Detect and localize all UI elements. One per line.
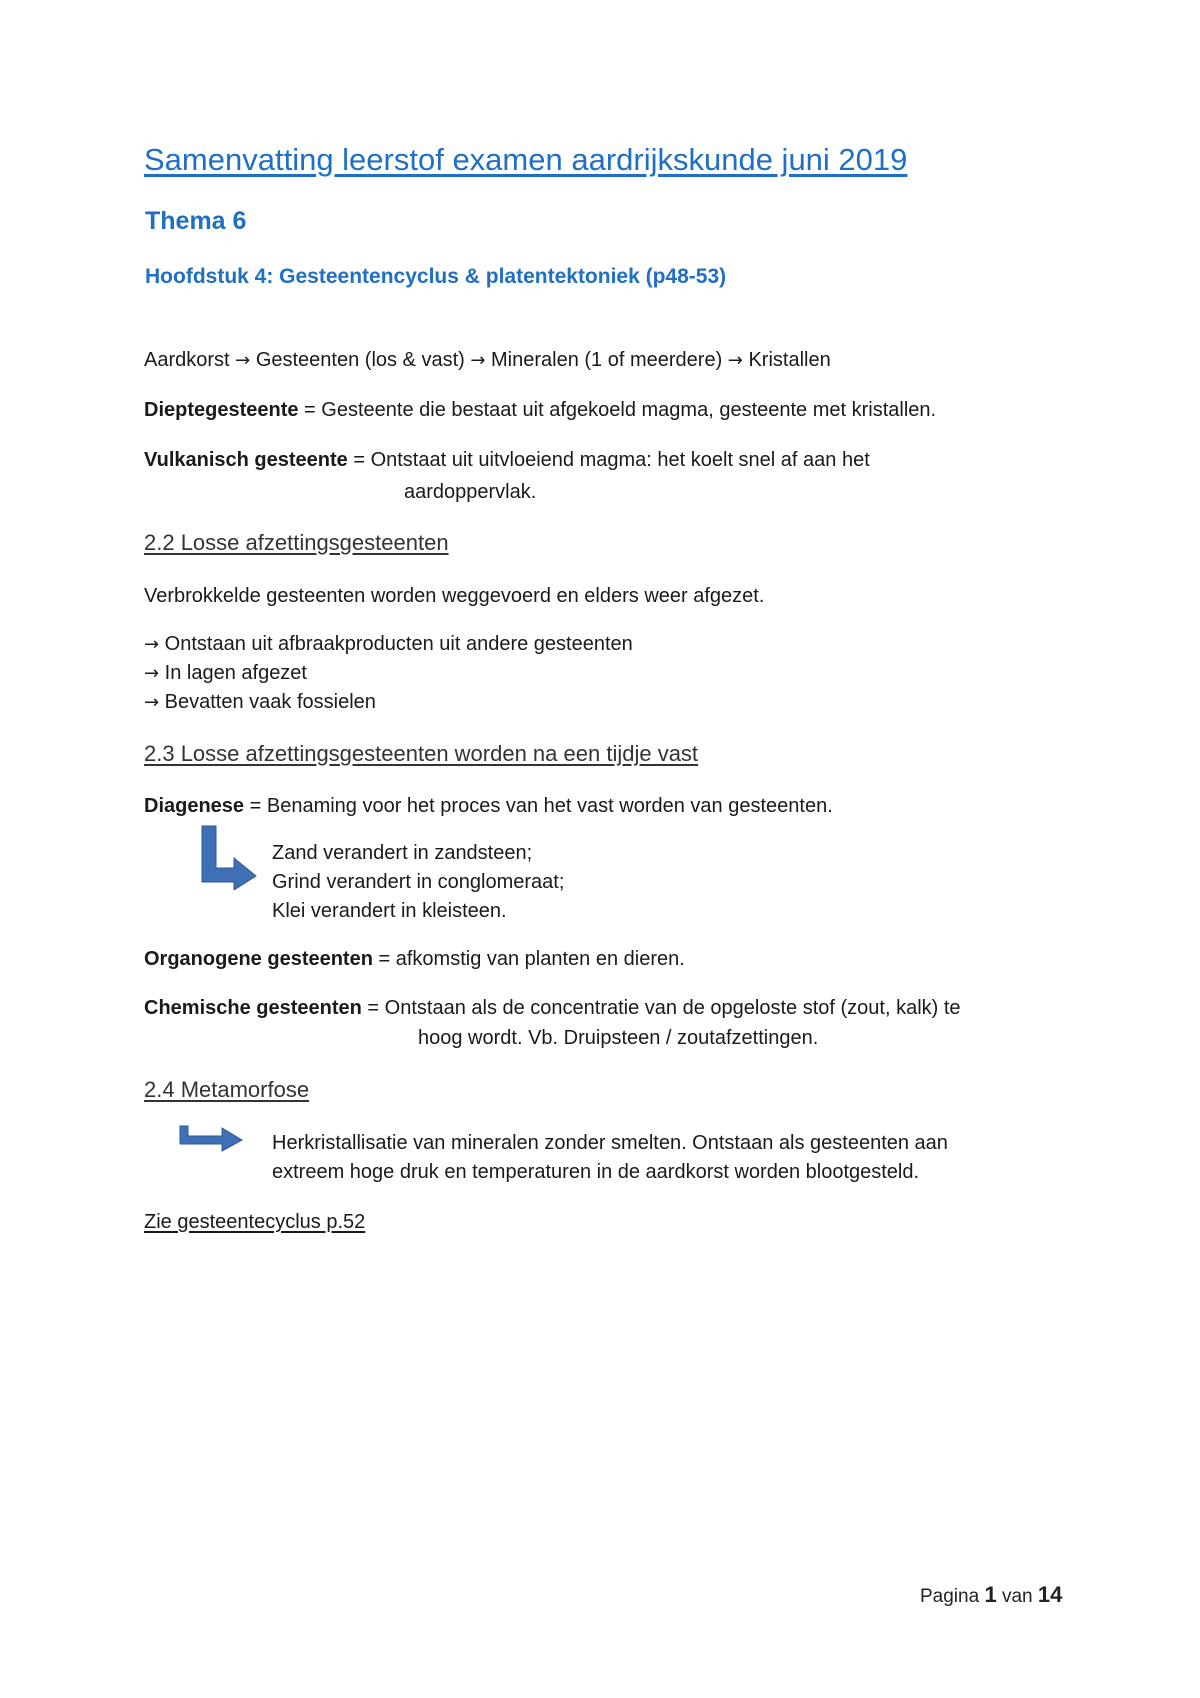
metamorfose-line: Herkristallisatie van mineralen zonder smelten. Ontstaan als gesteenten aan	[272, 1132, 948, 1154]
bullet-item	[144, 633, 633, 656]
section-heading-2-2: 2.2 Losse afzettingsgesteenten	[144, 530, 449, 555]
current-page: 1	[984, 1582, 997, 1607]
definition-text: = afkomstig van planten en dieren.	[372, 948, 685, 970]
arrow-glyph: →	[470, 350, 486, 371]
definition-dieptegesteente	[144, 399, 936, 422]
term: Chemische gesteenten	[144, 997, 362, 1019]
right-arrow-icon	[178, 1124, 244, 1152]
footer-of: van	[1001, 1586, 1033, 1607]
bullet-text: Ontstaan uit afbraakproducten uit andere gesteenten	[164, 633, 633, 655]
document-title: Samenvatting leerstof examen aardrijkskunde juni 2019	[144, 142, 908, 177]
example-line: Zand verandert in zandsteen;	[272, 842, 533, 864]
bent-arrow-icon	[196, 824, 262, 890]
definition-text: = Gesteente die bestaat uit afgekoeld magma, gesteente met kristallen.	[298, 399, 937, 421]
reference-link-text: Zie gesteentecyclus p.52	[144, 1211, 366, 1233]
term: Diagenese	[144, 795, 245, 817]
arrow-glyph: →	[727, 350, 743, 371]
definition-continuation: aardoppervlak.	[404, 481, 537, 503]
bullet-item	[144, 691, 376, 714]
definition-text: = Ontstaat uit uitvloeiend magma: het koelt snel af aan het	[347, 449, 870, 471]
term: Organogene gesteenten	[144, 948, 373, 970]
term: Dieptegesteente	[144, 399, 299, 421]
definition-organogene	[144, 948, 685, 971]
metamorfose-line: extreem hoge druk en temperaturen in de aardkorst worden blootgesteld.	[272, 1161, 920, 1183]
bullet-item	[144, 662, 307, 685]
chain-item: Mineralen (1 of meerdere)	[491, 349, 723, 371]
chapter-heading: Hoofdstuk 4: Gesteentencyclus & platentektoniek (p48-53)	[145, 265, 727, 288]
example-line: Grind verandert in conglomeraat;	[272, 871, 565, 893]
chain-item: Aardkorst	[144, 349, 230, 371]
chain-item: Gesteenten (los & vast)	[255, 349, 465, 371]
theme-heading: Thema 6	[145, 207, 247, 235]
chain-item: Kristallen	[748, 349, 831, 371]
definition-text: = Benaming voor het proces van het vast worden van gesteenten.	[244, 795, 833, 817]
term: Vulkanisch gesteente	[144, 449, 348, 471]
definition-continuation: hoog wordt. Vb. Druipsteen / zoutafzettingen.	[418, 1027, 819, 1049]
footer-label: Pagina	[920, 1586, 980, 1607]
arrow-glyph: →	[235, 350, 251, 371]
definition-vulkanisch	[144, 449, 870, 472]
bullet-text: Bevatten vaak fossielen	[164, 691, 376, 713]
page-number-footer	[920, 1582, 1062, 1608]
arrow-glyph: →	[144, 692, 160, 713]
example-line: Klei verandert in kleisteen.	[272, 900, 507, 922]
definition-diagenese	[144, 795, 833, 818]
arrow-glyph: →	[144, 634, 160, 655]
definition-text: = Ontstaan als de concentratie van de opgeloste stof (zout, kalk) te	[361, 997, 961, 1019]
total-pages: 14	[1037, 1582, 1063, 1607]
definition-chemische	[144, 997, 961, 1020]
chain-line	[144, 349, 831, 372]
section-heading-2-3: 2.3 Losse afzettingsgesteenten worden na een tijdje vast	[144, 741, 699, 766]
arrow-glyph: →	[144, 663, 160, 684]
section-intro: Verbrokkelde gesteenten worden weggevoerd en elders weer afgezet.	[144, 585, 765, 607]
section-heading-2-4: 2.4 Metamorfose	[144, 1077, 310, 1102]
bullet-text: In lagen afgezet	[164, 662, 307, 684]
